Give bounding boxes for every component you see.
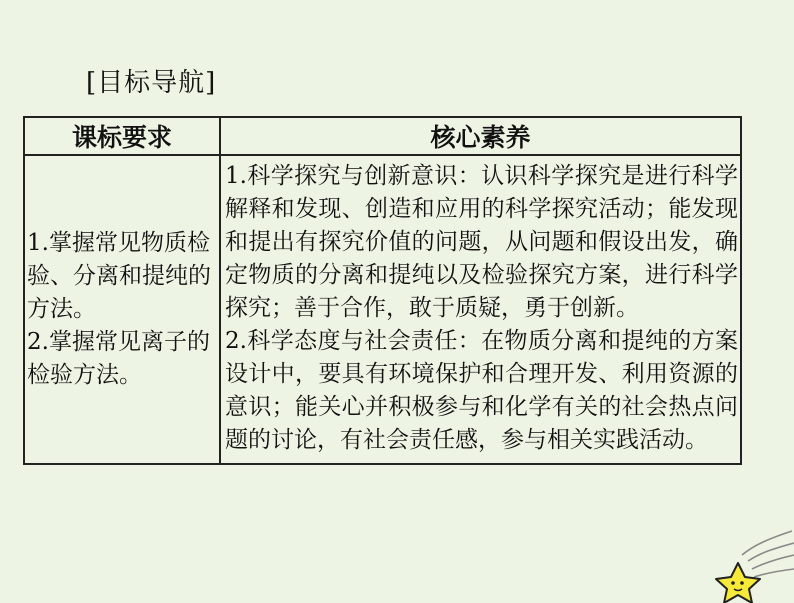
- requirement-item: 2.掌握常见离子的检验方法。: [27, 329, 210, 388]
- header-requirements: 课标要求: [24, 117, 220, 155]
- core-literacy-cell: [220, 155, 741, 464]
- requirement-item: 1.掌握常见物质检验、分离和提纯的方法。: [27, 230, 211, 322]
- goals-table: [23, 116, 742, 465]
- core-literacy-item: 2.科学态度与社会责任：在物质分离和提纯的方案设计中，要具有环境保护和合理开发、利用资源的意识；能关心并积极参与和化学有关的社会热点问题的讨论，有社会责任感，参与相关实践活动。: [225, 328, 738, 453]
- header-core-literacy: 核心素养: [220, 117, 741, 155]
- section-title: [目标导航]: [86, 68, 217, 98]
- requirements-cell: [24, 155, 220, 464]
- core-literacy-item: 1.科学探究与创新意识：认识科学探究是进行科学解释和发现、创造和应用的科学探究活动；能发现和提出有探究价值的问题，从问题和假设出发，确定物质的分离和提纯以及检验探究方案，进行科学探究；善于合作，敢于质疑，勇于创新。: [225, 163, 738, 321]
- table-row: [24, 155, 741, 464]
- table-header-row: [24, 117, 741, 155]
- shooting-star-icon: [702, 525, 794, 603]
